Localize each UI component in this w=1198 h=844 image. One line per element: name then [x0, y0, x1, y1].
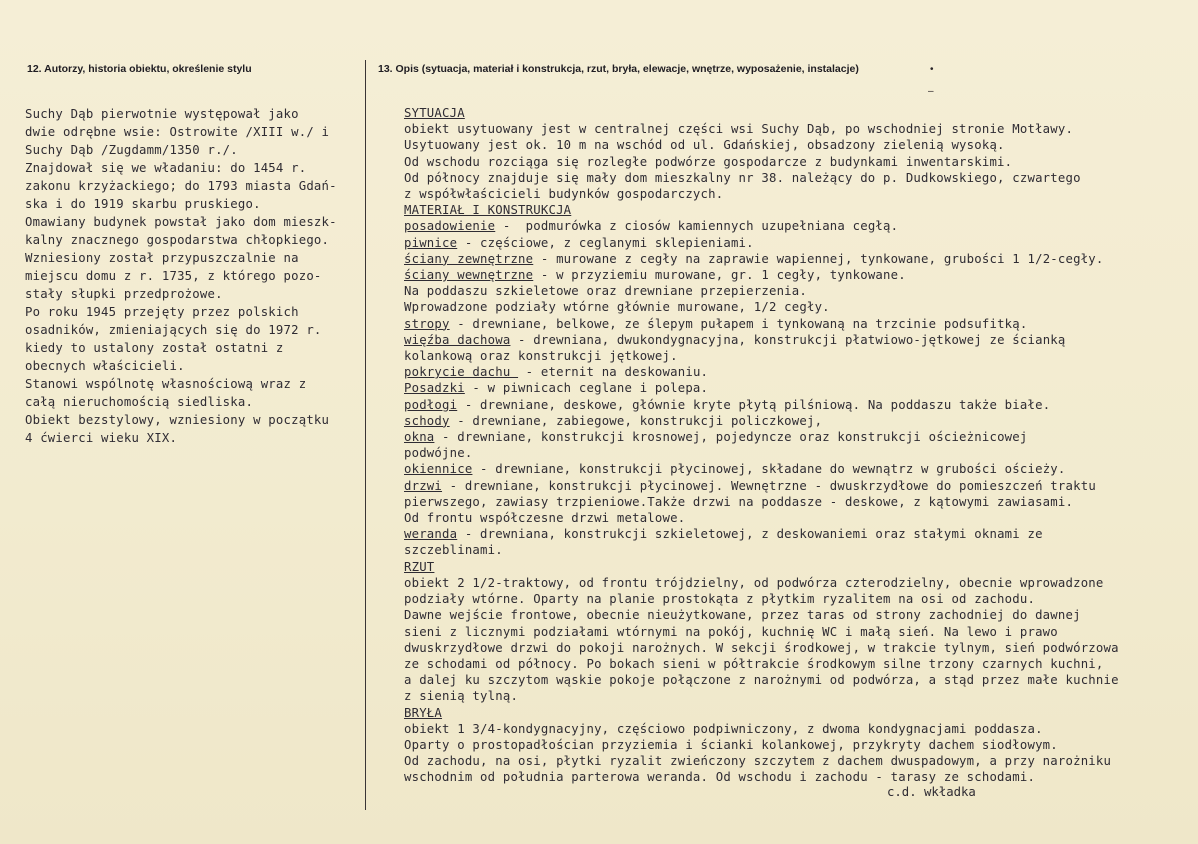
description-line	[404, 154, 1194, 170]
line-text: ze schodami od północy. Po bokach sieni w półtrakcie środkowym silne trzony czarnych kuchni,	[404, 656, 1104, 671]
line-text: Oparty o prostopadłościan przyziemia i ścianki kolankowej, przykryty dachem siodłowym.	[404, 737, 1058, 752]
history-line: Suchy Dąb pierwotnie występował jako	[25, 107, 299, 121]
history-line: miejscu domu z r. 1735, z którego pozo-	[25, 269, 322, 283]
description-line	[404, 575, 1194, 591]
description-line	[404, 251, 1194, 267]
description-line	[404, 316, 1194, 332]
description-line	[404, 121, 1194, 137]
description-line	[404, 607, 1194, 623]
line-text: - drewniana, dwukondygnacyjna, konstrukcji płatwiowo-jętkowej ze ścianką	[510, 332, 1066, 347]
line-text: - drewniane, konstrukcji płycinowej, składane do wewnątrz w grubości ościeży.	[472, 462, 1066, 477]
line-text: Od północy znajduje się mały dom mieszkalny nr 38. należący do p. Dudkowskiego, czwartego	[404, 170, 1081, 185]
ink-dot: •	[930, 64, 934, 75]
description-line	[404, 688, 1194, 704]
history-line: Omawiany budynek powstał jako dom mieszk-	[25, 215, 337, 229]
line-text: sieni z licznymi podziałami wtórnymi na pokój, kuchnię WC i małą sień. Na lewo i prawo	[404, 624, 1058, 639]
description-line	[404, 267, 1194, 283]
line-text: - w przyziemiu murowane, gr. 1 cegły, tynkowane.	[533, 268, 906, 283]
history-line: osadników, zmieniających się do 1972 r.	[25, 323, 322, 337]
description-line	[404, 478, 1194, 494]
description-line	[404, 526, 1194, 542]
description-line	[404, 137, 1194, 153]
section-label: ściany zewnętrzne	[404, 251, 534, 266]
line-text: - drewniane, konstrukcji krosnowej, pojedyncze oraz konstrukcji ościeżnicowej	[434, 430, 1028, 445]
description-line	[404, 624, 1194, 640]
line-text: podwójne.	[404, 446, 473, 461]
description-line	[404, 283, 1194, 299]
line-text: - drewniane, belkowe, ze ślepym pułapem i tynkowaną na trzcinie podsufitką.	[449, 316, 1028, 331]
line-text: obiekt 2 1/2-traktowy, od frontu trójdzielny, od podwórza czterodzielny, obecnie wprowadzone	[404, 575, 1104, 590]
description-line	[404, 186, 1194, 202]
description-line	[404, 348, 1194, 364]
description-line	[404, 510, 1194, 526]
history-line: kiedy to ustalony został ostatni z	[25, 341, 284, 355]
section-label: podłogi	[404, 397, 458, 412]
history-line: ska i do 1919 skarbu pruskiego.	[25, 197, 261, 211]
line-text: z współwłaścicieli budynków gospodarczych.	[404, 187, 724, 202]
section-13-header: 13. Opis (sytuacja, materiał i konstrukcja, rzut, bryła, elewacje, wnętrze, wyposażenie, instalacje)	[378, 63, 859, 75]
description-line	[404, 202, 1194, 218]
description-line	[404, 235, 1194, 251]
history-line: Po roku 1945 przejęty przez polskich	[25, 305, 299, 319]
description-line	[404, 397, 1194, 413]
line-text: Od wschodu rozciąga się rozległe podwórze gospodarcze z budynkami inwentarskimi.	[404, 154, 1013, 169]
history-text	[25, 105, 360, 447]
history-line: dwie odrębne wsie: Ostrowite /XIII w./ i	[25, 125, 330, 139]
section-label: okna	[404, 430, 435, 445]
line-text: - drewniana, konstrukcji szkieletowej, z deskowaniemi oraz stałymi oknami ze	[457, 527, 1043, 542]
line-text: - drewniane, deskowe, głównie kryte płytą pilśniową. Na poddaszu także białe.	[457, 397, 1051, 412]
line-text: - eternit na deskowaniu.	[518, 365, 709, 380]
continuation-note: c.d. wkładka	[887, 785, 976, 799]
section-12-header: 12. Autorzy, historia obiektu, określenie stylu	[27, 63, 252, 75]
description-line	[404, 413, 1194, 429]
description-text	[404, 105, 1194, 786]
description-line	[404, 559, 1194, 575]
description-line	[404, 445, 1194, 461]
description-line	[404, 380, 1194, 396]
description-line	[404, 364, 1194, 380]
line-text: szczeblinami.	[404, 543, 503, 558]
description-line	[404, 105, 1194, 121]
line-text: obiekt 1 3/4-kondygnacyjny, częściowo podpiwniczony, z dwoma kondygnacjami poddasza.	[404, 721, 1043, 736]
section-label: piwnice	[404, 235, 458, 250]
section-label: MATERIAŁ I KONSTRUKCJA	[404, 203, 572, 218]
line-text: dwuskrzydłowe drzwi do pokoji narożnych. W sekcji środkowej, w trakcie tylnym, sień podwórzowa	[404, 640, 1119, 655]
description-line	[404, 218, 1194, 234]
line-text: Od frontu współczesne drzwi metalowe.	[404, 511, 686, 526]
description-line	[404, 721, 1194, 737]
history-line: Znajdował się we władaniu: do 1454 r.	[25, 161, 307, 175]
line-text: - drewniane, zabiegowe, konstrukcji policzkowej,	[449, 413, 823, 428]
history-line: całą nieruchomością siedliska.	[25, 395, 254, 409]
line-text: Na poddaszu szkieletowe oraz drewniane przepierzenia.	[404, 284, 807, 299]
line-text: obiekt usytuowany jest w centralnej części wsi Suchy Dąb, po wschodniej stronie Motławy.	[404, 122, 1074, 137]
description-line	[404, 591, 1194, 607]
section-label: weranda	[404, 527, 458, 542]
line-text: z sienią tylną.	[404, 689, 519, 704]
description-line	[404, 672, 1194, 688]
description-line	[404, 753, 1194, 769]
line-text: pierwszego, zawiasy trzpieniowe.Także drzwi na poddasze - deskowe, z kątowymi zawiasami.	[404, 494, 1074, 509]
section-label: więźba dachowa	[404, 332, 511, 347]
line-text: - częściowe, z ceglanymi sklepieniami.	[457, 235, 754, 250]
line-text: Wprowadzone podziały wtórne głównie murowane, 1/2 cegły.	[404, 300, 830, 315]
section-label: schody	[404, 413, 450, 428]
description-line	[404, 332, 1194, 348]
description-line	[404, 705, 1194, 721]
ink-dash: –	[928, 86, 934, 97]
section-label: drzwi	[404, 478, 443, 493]
history-line: kalny znacznego gospodarstwa chłopkiego.	[25, 233, 330, 247]
history-line: Stanowi wspólnotę własnościową wraz z	[25, 377, 307, 391]
section-label: ściany wewnętrzne	[404, 268, 534, 283]
history-line: 4 ćwierci wieku XIX.	[25, 431, 178, 445]
description-line	[404, 170, 1194, 186]
description-line	[404, 656, 1194, 672]
description-line	[404, 299, 1194, 315]
history-line: Obiekt bezstylowy, wzniesiony w początku	[25, 413, 330, 427]
history-line: obecnych właścicieli.	[25, 359, 185, 373]
description-line	[404, 737, 1194, 753]
history-line: stały słupki przedprożowe.	[25, 287, 223, 301]
line-text: - w piwnicach ceglane i polepa.	[464, 381, 709, 396]
line-text: Usytuowany jest ok. 10 m na wschód od ul. Gdańskiej, obsadzony zielenią wysoką.	[404, 138, 1005, 153]
description-line	[404, 769, 1194, 785]
section-label: okiennice	[404, 462, 473, 477]
section-label: stropy	[404, 316, 450, 331]
line-text: wschodnim od południa parterowa weranda. Od wschodu i zachodu - tarasy ze schodami.	[404, 770, 1036, 785]
line-text: - podmurówka z ciosów kamiennych uzupełniana cegłą.	[495, 219, 899, 234]
section-label: RZUT	[404, 559, 435, 574]
section-label: SYTUACJA	[404, 106, 465, 120]
column-divider	[365, 60, 366, 810]
line-text: - murowane z cegły na zaprawie wapiennej, tynkowane, grubości 1 1/2-cegły.	[533, 251, 1104, 266]
section-label: pokrycie dachu	[404, 365, 519, 380]
section-label: Posadzki	[404, 381, 465, 396]
section-label: posadowienie	[404, 219, 496, 234]
line-text: - drewniane, konstrukcji płycinowej. Wewnętrzne - dwuskrzydłowe do pomieszczeń traktu	[442, 478, 1096, 493]
line-text: a dalej ku szczytom wąskie pokoje połączone z narożnymi od podwórza, a stąd przez małe kuchnie	[404, 673, 1119, 688]
description-line	[404, 461, 1194, 477]
line-text: kolankową oraz konstrukcji jętkowej.	[404, 349, 678, 364]
section-label: BRYŁA	[404, 705, 443, 720]
history-line: Suchy Dąb /Zugdamm/1350 r./.	[25, 143, 238, 157]
line-text: Od zachodu, na osi, płytki ryzalit zwieńczony szczytem z dachem dwuspadowym, a przy narożniku	[404, 754, 1112, 769]
description-line	[404, 494, 1194, 510]
line-text: Dawne wejście frontowe, obecnie nieużytkowane, przez taras od strony zachodniej do dawnej	[404, 608, 1081, 623]
history-line: zakonu krzyżackiego; do 1793 miasta Gdań-	[25, 179, 337, 193]
description-line	[404, 640, 1194, 656]
line-text: podziały wtórne. Oparty na planie prostokąta z płytkim ryzalitem na osi od zachodu.	[404, 592, 1036, 607]
description-line	[404, 429, 1194, 445]
history-line: Wzniesiony został przypuszczalnie na	[25, 251, 299, 265]
description-line	[404, 542, 1194, 558]
